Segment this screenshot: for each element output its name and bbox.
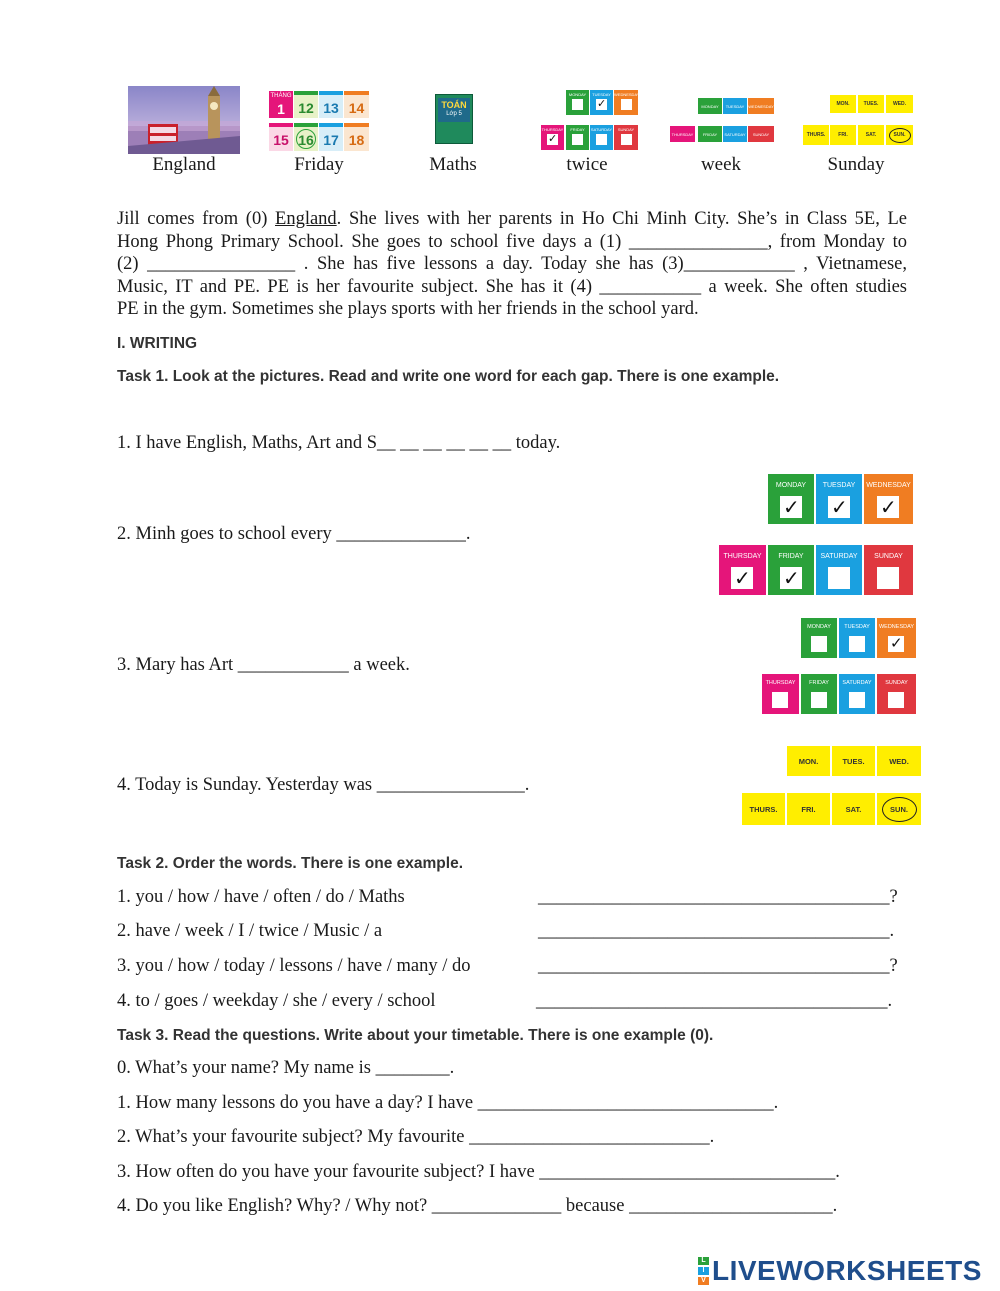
calendar-number: 1	[277, 101, 285, 117]
task1-question-2: 2. Minh goes to school every ______________.	[117, 524, 471, 544]
tile-day-label: TUESDAY	[844, 624, 870, 630]
tile-day-label: WEDNESDAY	[878, 624, 915, 630]
check-icon: ✓	[734, 566, 751, 590]
book-title: TOÁN	[441, 100, 467, 110]
check-icon: ✓	[880, 495, 897, 519]
yellow-day-tile: FRI.	[830, 125, 856, 145]
maths-book-picture	[435, 94, 473, 144]
picture-label-friday: Friday	[294, 154, 344, 175]
passage-line-1	[117, 208, 907, 231]
yellow-day-tile: WED.	[877, 746, 921, 776]
check-icon: ✓	[783, 566, 800, 590]
task2-answer-3[interactable]: ______________________________________?	[538, 956, 898, 976]
tile-day-label: WEDNESDAY	[866, 482, 911, 489]
reading-passage	[117, 208, 907, 321]
task1-question-3: 3. Mary has Art ____________ a week.	[117, 655, 410, 675]
task2-answer-4[interactable]: ______________________________________.	[536, 991, 893, 1011]
tile-day-label: MONDAY	[775, 482, 807, 489]
sunday-picture	[803, 95, 913, 147]
yellow-day-tile: SUN.	[877, 793, 921, 825]
tile-day-label: WEDNESDAY	[614, 92, 640, 97]
calendar-number: 13	[323, 100, 339, 116]
calendar-number: 18	[348, 132, 365, 148]
sunday-circle	[882, 797, 917, 822]
passage-line-4: Music, IT and PE. PE is her favourite subject. She has it (4) ___________ a week. She often studies	[117, 276, 907, 297]
task3-question-2: 2. What’s your favourite subject? My favourite __________________________.	[117, 1127, 715, 1147]
q4-week-picture	[742, 746, 922, 826]
calendar-number: 14	[348, 100, 365, 116]
task3-question-1: 1. How many lessons do you have a day? I have ________________________________.	[117, 1093, 779, 1113]
tile-day-label: SATURDAY	[842, 680, 872, 686]
task2-answer-2[interactable]: ______________________________________.	[538, 921, 895, 941]
yellow-day-tile: THURS.	[742, 793, 785, 825]
yellow-day-tile: THURS.	[803, 125, 829, 145]
q3-week-picture	[762, 618, 917, 714]
tile-day-label: SUNDAY	[874, 553, 903, 560]
yellow-day-tile: SAT.	[832, 793, 875, 825]
calendar-number: 17	[323, 132, 339, 148]
yellow-day-tile: TUES.	[832, 746, 875, 776]
logo-letter: I	[698, 1267, 709, 1275]
tile-day-label: SATURDAY	[590, 127, 613, 132]
tile-day-label: FRIDAY	[570, 127, 585, 132]
tile-day-label: MONDAY	[568, 92, 587, 97]
tile-day-label: SUNDAY	[617, 127, 635, 132]
task2-title: Task 2. Order the words. There is one example.	[117, 855, 464, 872]
passage-line-5: PE in the gym. Sometimes she plays sports with her friends in the school yard.	[117, 299, 699, 320]
sunday-circle	[889, 128, 911, 143]
logo-letter: V	[698, 1277, 709, 1285]
picture-label-maths: Maths	[429, 154, 477, 175]
calendar-number: 12	[298, 100, 314, 116]
logo-text: LIVEWORKSHEETS	[712, 1255, 982, 1286]
tile-day-label: SUNDAY	[752, 132, 770, 137]
task1-question-4: 4. Today is Sunday. Yesterday was ________________.	[117, 775, 530, 795]
task3-question-4: 4. Do you like English? Why? / Why not? ______________ because ______________________.	[117, 1196, 838, 1216]
task2-words-4: 4. to / goes / weekday / she / every / school	[117, 991, 436, 1011]
yellow-day-tile: SAT.	[858, 125, 884, 145]
task1-question-1: 1. I have English, Maths, Art and S__ __ __ __ __ __ today.	[117, 433, 561, 453]
tile-day-label: THURSDAY	[723, 553, 762, 560]
tile-day-label: THURSDAY	[671, 132, 694, 137]
tile-day-label: MONDAY	[807, 624, 831, 630]
book-subtitle: Lớp 5	[446, 111, 462, 117]
tile-day-label: TUESDAY	[822, 482, 856, 489]
tile-day-label: MONDAY	[701, 104, 719, 109]
task1-title: Task 1. Look at the pictures. Read and write one word for each gap. There is one example.	[117, 368, 780, 385]
check-icon: ✓	[597, 97, 607, 110]
task2-words-1: 1. you / how / have / often / do / Maths	[117, 887, 405, 907]
passage-text: . She lives with her parents in Ho Chi Minh City. She’s in Class 5E, Le	[336, 209, 907, 229]
picture-label-sunday: Sunday	[827, 154, 885, 175]
picture-label-england: England	[152, 154, 216, 175]
passage-line-3: (2) ________________ . She has five lessons a day. Today she has (3)____________ , Vietnamese,	[117, 254, 907, 275]
task3-question-0: 0. What’s your name? My name is ________.	[117, 1058, 455, 1078]
yellow-day-tile: WED.	[886, 95, 913, 113]
tile-day-label: SUNDAY	[885, 680, 908, 686]
task2-answer-1[interactable]: ______________________________________?	[538, 887, 898, 907]
task3-question-3: 3. How often do you have your favourite subject? I have ________________________________.	[117, 1162, 840, 1182]
tile-day-label: SATURDAY	[820, 553, 858, 560]
tile-day-label: THURSDAY	[541, 127, 564, 132]
liveworksheets-logo	[698, 1255, 982, 1287]
check-icon: ✓	[783, 495, 800, 519]
check-icon: ✓	[831, 495, 848, 519]
week-picture	[670, 98, 774, 144]
tile-day-label: FRIDAY	[778, 553, 804, 560]
passage-text: Jill comes from (0)	[117, 209, 276, 229]
calendar-picture	[269, 91, 369, 151]
logo-letter: L	[698, 1257, 709, 1265]
yellow-day-tile: FRI.	[787, 793, 830, 825]
q2-week-picture	[719, 474, 914, 596]
tile-day-label: TUESDAY	[725, 104, 745, 109]
tile-day-label: TUESDAY	[592, 92, 611, 97]
england-picture	[128, 86, 240, 154]
tile-day-label: SATURDAY	[724, 132, 746, 137]
logo-mark	[698, 1256, 709, 1286]
calendar-number: 16	[298, 132, 314, 148]
tile-day-label: FRIDAY	[809, 680, 829, 686]
task3-title: Task 3. Read the questions. Write about your timetable. There is one example (0).	[117, 1027, 714, 1044]
calendar-number: 15	[273, 132, 289, 148]
picture-label-week: week	[700, 154, 742, 175]
picture-label-twice: twice	[566, 154, 608, 175]
tile-day-label: WEDNESDAY	[748, 104, 774, 109]
section-title: I. WRITING	[117, 335, 198, 352]
tile-day-label: THURSDAY	[765, 680, 796, 686]
task2-words-2: 2. have / week / I / twice / Music / a	[117, 921, 383, 941]
example-answer: England	[275, 209, 337, 229]
calendar-month-label: THÁNG	[270, 93, 292, 99]
passage-line-2: Hong Phong Primary School. She goes to school five days a (1) _______________, from Monday to	[117, 231, 907, 252]
task2-words-3: 3. you / how / today / lessons / have / many / do	[117, 956, 471, 976]
twice-picture	[541, 90, 640, 150]
yellow-day-tile: SUN.	[886, 125, 913, 145]
tile-day-label: FRIDAY	[702, 132, 718, 137]
yellow-day-tile: TUES.	[858, 95, 884, 113]
check-icon: ✓	[890, 634, 903, 652]
yellow-day-tile: MON.	[787, 746, 830, 776]
yellow-day-tile: MON.	[830, 95, 856, 113]
check-icon: ✓	[548, 132, 558, 145]
